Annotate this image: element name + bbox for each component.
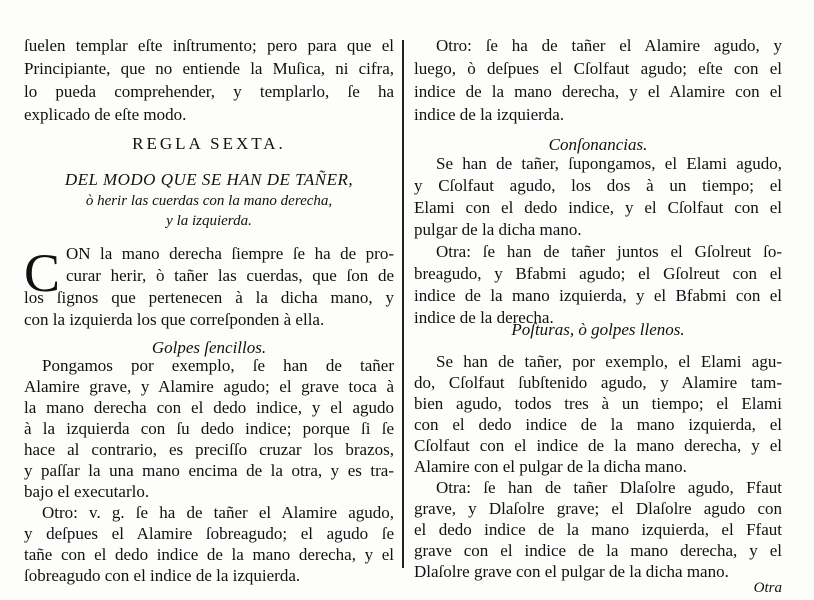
text-line: Se han de tañer, por exemplo, el Elami agu- [436, 352, 782, 371]
text-line: Otro: ſe ha de tañer el Alamire agudo, y [436, 36, 782, 55]
text-line: indice de la mano izquierda, y el Bfabmi con el [414, 286, 782, 305]
text-line: Principiante, que no entiende la Muſica, ni cifra, [24, 59, 394, 78]
text-line: curar herir, ò tañer las cuerdas, que ſon de [66, 266, 394, 285]
text-line: ſobreagudo con el indice de la izquierda. [24, 566, 301, 585]
text-line: Otra: ſe han de tañer Dlaſolre agudo, Ffaut [436, 478, 782, 497]
text-line: Otra: ſe han de tañer juntos el Gſolreut ſo- [436, 242, 782, 261]
text-line: explicado de eſte modo. [24, 105, 187, 124]
text-line: pulgar de la dicha mano. [414, 220, 582, 239]
text-line: tañe con el dedo indice de la mano derecha, y el [24, 545, 394, 564]
rule-subtitle: ò herir las cuerdas con la mano derecha, [85, 193, 333, 209]
text-line: el dedo indice de la mano izquierda, el Ffaut [414, 520, 782, 539]
text-line: à la izquierda con ſu dedo indice; porque ſi ſe [24, 419, 394, 438]
rule-heading: REGLA SEXTA. [132, 134, 286, 153]
text-line: y deſpues el Alamire ſobreagudo; el agudo ſe [24, 524, 394, 543]
text-line: luego, ò deſpues el Cſolfaut agudo; eſte con el [414, 59, 782, 78]
text-line: lo pueda comprehender, y templarlo, ſe ha [24, 82, 394, 101]
text-line: bajo el executarlo. [24, 482, 150, 501]
rule-subtitle: y la izquierda. [166, 213, 252, 229]
text-line: do, Cſolfaut ſubſtenido agudo, y Alamire tam- [414, 373, 782, 392]
text-line: la mano derecha con el dedo indice, y el agudo [24, 398, 394, 417]
text-line: y Cſolfaut agudo, los dos à un tiempo; el [414, 176, 782, 195]
text-line: Alamire grave, y Alamire agudo; el grave toca à [24, 377, 394, 396]
text-line: con la izquierda los que correſponden à ella. [24, 310, 325, 329]
drop-cap: C [24, 243, 61, 303]
section-title: Golpes ſencillos. [151, 338, 267, 357]
text-line: Elami con el dedo indice, y el Cſolfaut con el [414, 198, 782, 217]
text-line: indice de la derecha. [414, 308, 554, 327]
text-line: Alamire con el pulgar de la dicha mano. [414, 457, 687, 476]
text-line: Dlaſolre grave con el pulgar de la dicha mano. [414, 562, 729, 581]
text-line: grave con el indice de la mano derecha, y el [414, 541, 782, 560]
text-line: y paſſar la una mano encima de la otra, y es tra- [24, 461, 394, 480]
text-line: con el dedo indice de la mano izquierda, el [414, 415, 782, 434]
text-line: indice de la izquierda. [414, 105, 565, 124]
text-line: ON la mano derecha ſiempre ſe ha de pro- [66, 244, 394, 263]
text-line: bien agudo, todos tres à un tiempo; el Elami [414, 394, 782, 413]
catchword: Otra [753, 580, 782, 596]
text-line: los ſignos que pertenecen à la dicha mano, y [24, 288, 394, 307]
text-line: indice de la mano derecha, y el Alamire con el [414, 82, 782, 101]
column-divider [402, 40, 404, 568]
section-title: Poſturas, ò golpes llenos. [511, 320, 685, 339]
text-line: Pongamos por exemplo, ſe han de tañer [42, 356, 394, 375]
text-line: breagudo, y Bfabmi agudo; el Gſolreut con el [414, 264, 782, 283]
section-title: Conſonancias. [548, 135, 648, 154]
text-line: Cſolfaut con el indice de la mano derecha, y el [414, 436, 782, 455]
text-line: grave, y Dlaſolre grave; el Dlaſolre agudo con [414, 499, 782, 518]
text-line: hace al contrario, es preciſſo cruzar los brazos, [24, 440, 394, 459]
text-line: Otro: v. g. ſe ha de tañer el Alamire agudo, [42, 503, 394, 522]
text-line: ſuelen templar eſte inſtrumento; pero para que el [24, 36, 394, 55]
rule-subtitle: DEL MODO QUE SE HAN DE TAÑER, [64, 170, 354, 189]
text-line: Se han de tañer, ſupongamos, el Elami agudo, [436, 154, 782, 173]
